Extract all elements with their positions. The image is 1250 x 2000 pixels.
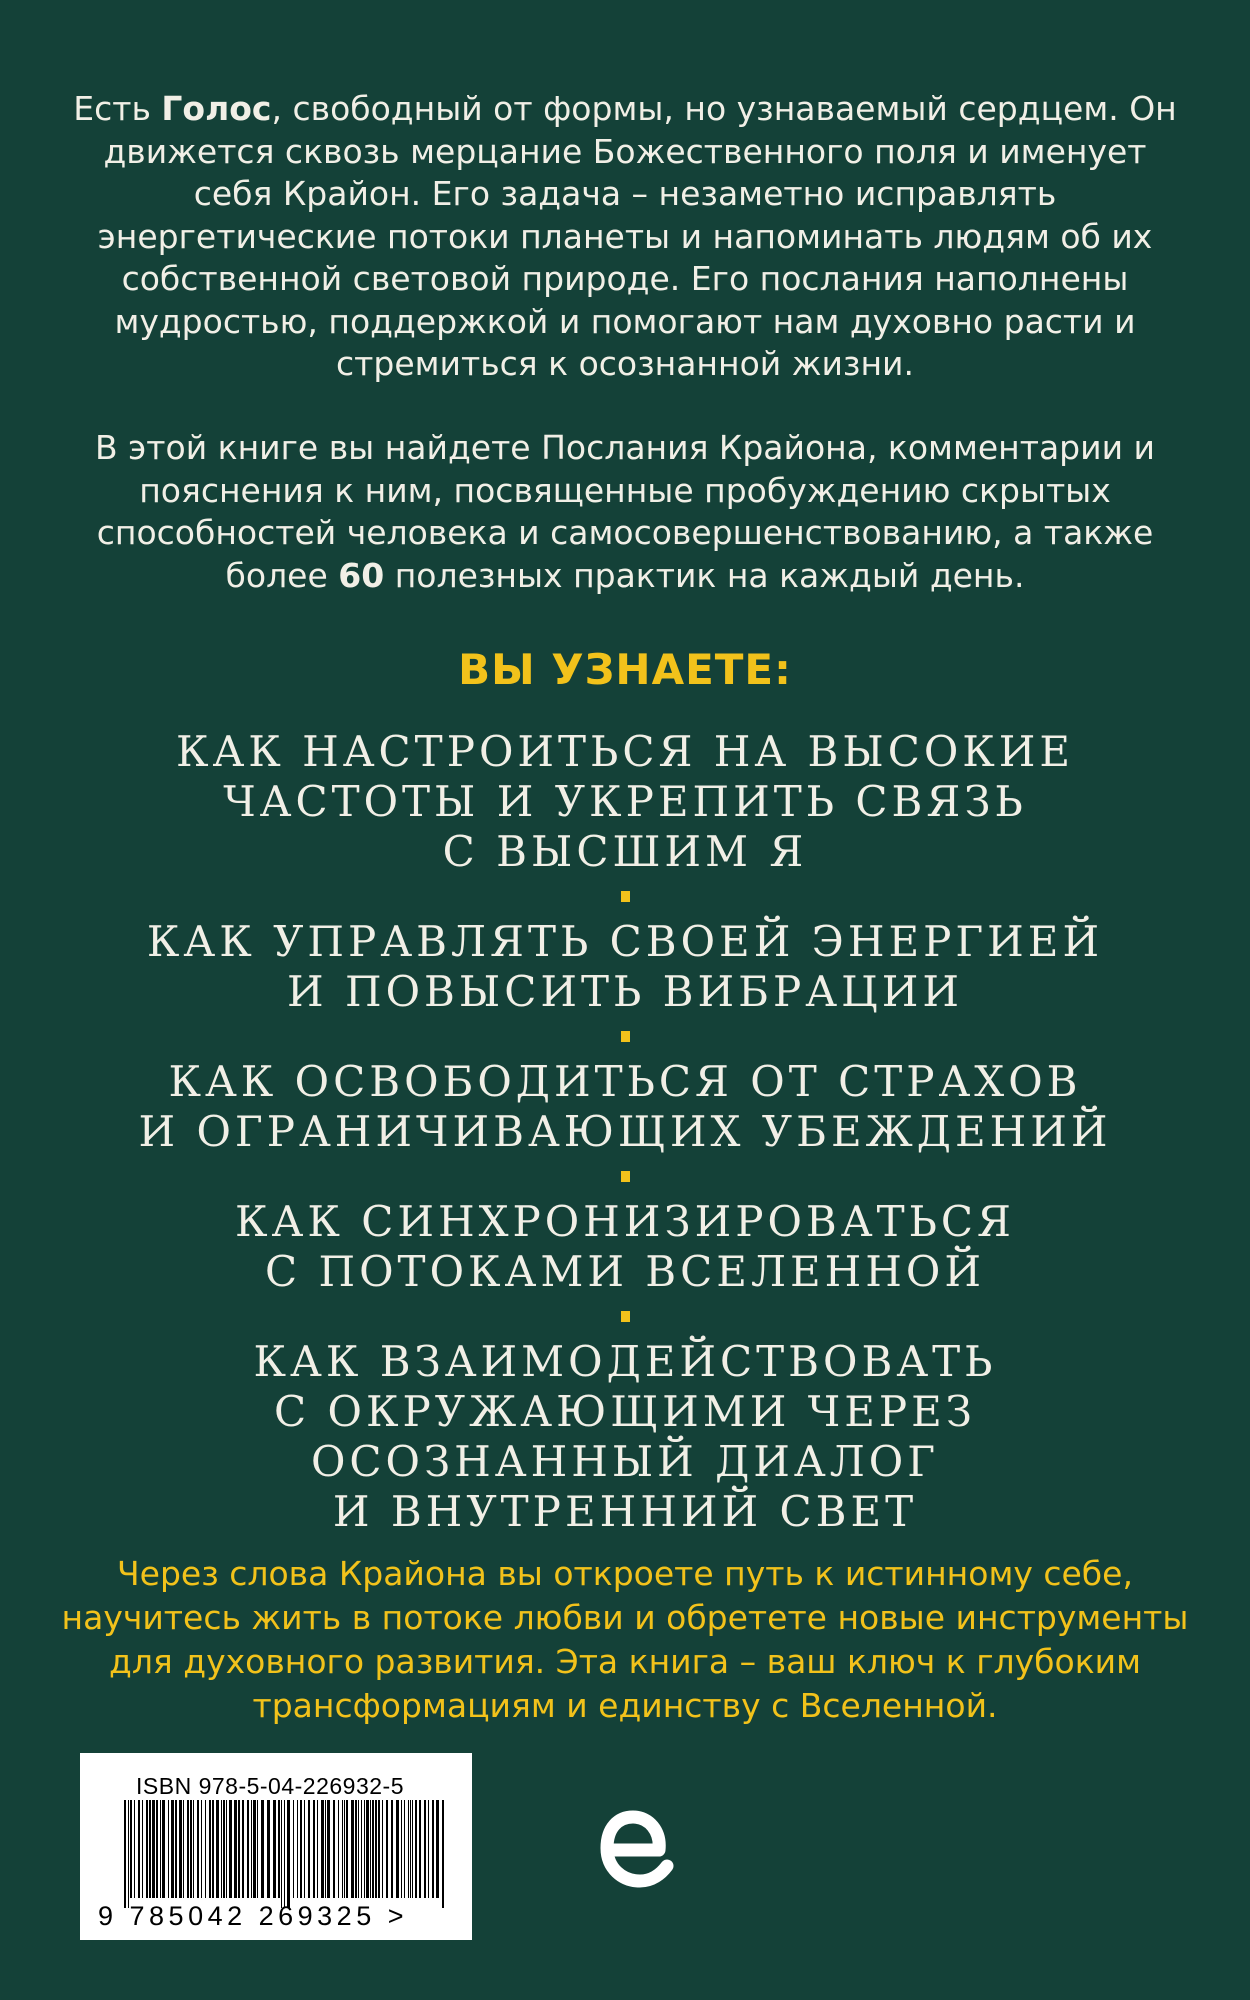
barcode-bar	[370, 1800, 371, 1898]
barcode-bar	[175, 1800, 177, 1898]
intro-paragraph	[60, 88, 1190, 386]
barcode-bar	[342, 1800, 343, 1898]
barcode-bar	[209, 1800, 211, 1898]
learn-heading: ВЫ УЗНАЕТЕ:	[458, 645, 792, 694]
barcode-bar	[257, 1800, 258, 1898]
benefit-line: И ОГРАНИЧИВАЮЩИХ УБЕЖДЕНИЙ	[138, 1107, 1112, 1156]
barcode-digits: 9 785042 269325 >	[98, 1901, 408, 1931]
barcode-bar	[428, 1800, 429, 1898]
barcode-bar	[432, 1800, 434, 1898]
barcode-bar	[401, 1800, 402, 1898]
benefits-list	[0, 727, 1250, 1537]
separator-dot	[621, 1171, 630, 1182]
barcode-bar	[297, 1800, 298, 1898]
barcode-bar	[419, 1800, 421, 1898]
barcode-bar	[251, 1800, 252, 1898]
barcode-bar	[327, 1800, 330, 1898]
barcode-bar	[187, 1800, 189, 1898]
benefit-line: С ВЫСШИМ Я	[442, 827, 808, 876]
barcode-bar	[156, 1800, 158, 1898]
barcode-bar	[284, 1800, 285, 1908]
barcode-bar	[190, 1800, 192, 1898]
benefit-item	[0, 1057, 1250, 1157]
benefit-line: С ПОТОКАМИ ВСЕЛЕННОЙ	[265, 1247, 985, 1296]
barcode-bar	[128, 1800, 129, 1908]
barcode-bar	[149, 1800, 151, 1898]
barcode-bar	[152, 1800, 155, 1898]
barcode-bar	[226, 1800, 227, 1898]
barcode-bar	[436, 1800, 439, 1898]
barcode-bar	[325, 1800, 326, 1898]
benefit-item	[0, 917, 1250, 1017]
barcode-bar	[355, 1800, 357, 1898]
barcode-bar	[366, 1800, 369, 1898]
barcode-bar	[287, 1800, 290, 1908]
barcode-bar	[179, 1800, 182, 1898]
separator-dot	[621, 1031, 630, 1042]
barcode-bar	[410, 1800, 411, 1898]
barcode-bar	[216, 1800, 219, 1898]
barcode-bar	[308, 1800, 310, 1898]
barcode-bar	[382, 1800, 383, 1898]
barcode-bar	[404, 1800, 405, 1898]
barcode-bar	[412, 1800, 413, 1898]
barcode-bars	[120, 1800, 450, 1908]
barcode-bar	[408, 1800, 409, 1898]
barcode-bar	[223, 1800, 225, 1898]
barcode-bar	[333, 1800, 335, 1898]
barcode-bar	[386, 1800, 388, 1898]
book-contents-paragraph	[60, 427, 1190, 597]
barcode-bar	[278, 1800, 280, 1898]
contents-text: полезных практик на каждый день.	[384, 555, 1025, 595]
benefit-line: КАК ВЗАИМОДЕЙСТВОВАТЬ	[253, 1337, 997, 1386]
barcode-bar	[247, 1800, 249, 1898]
barcode-bar	[124, 1800, 126, 1908]
benefit-line: КАК СИНХРОНИЗИРОВАТЬСЯ	[235, 1197, 1015, 1246]
barcode-bar	[378, 1800, 380, 1898]
benefit-line: И ВНУТРЕННИЙ СВЕТ	[332, 1487, 918, 1536]
barcode-bar	[442, 1800, 444, 1908]
practices-count: 60	[338, 555, 385, 595]
benefit-line: С ОКРУЖАЮЩИМИ ЧЕРЕЗ	[274, 1387, 976, 1436]
barcode-bar	[281, 1800, 282, 1908]
benefit-line: КАК НАСТРОИТЬСЯ НА ВЫСОКИЕ	[175, 727, 1075, 776]
intro-bold-word: Голос	[161, 89, 272, 128]
intro-text: Есть	[73, 89, 162, 128]
separator-dot	[621, 1311, 630, 1322]
isbn-text: ISBN 978-5-04-226932-5	[136, 1773, 404, 1799]
benefit-item	[0, 727, 1250, 877]
barcode-bar	[162, 1800, 165, 1898]
barcode-bar	[361, 1800, 362, 1898]
barcode-bar	[321, 1800, 324, 1898]
barcode-bar	[346, 1800, 348, 1898]
barcode-bar	[351, 1800, 354, 1898]
barcode-bar	[338, 1800, 339, 1898]
barcode-bar	[424, 1800, 426, 1898]
barcode-bar	[364, 1800, 365, 1898]
barcode-bar	[358, 1800, 359, 1898]
barcode-bar	[317, 1800, 318, 1898]
barcode-bar	[142, 1800, 143, 1898]
barcode-bar	[415, 1800, 417, 1898]
barcode-bar	[138, 1800, 140, 1898]
barcode-bar	[344, 1800, 345, 1898]
barcode-bar	[221, 1800, 222, 1898]
barcode-bar	[212, 1800, 214, 1898]
barcode-bar	[253, 1800, 256, 1898]
barcode-label	[80, 1753, 472, 1940]
contents-text: В этой книге вы найдете Послания Крайона, комментарии и пояснения к ним, посвященные пробуждению скрытых способностей человека и самосовершенствованию, а также более	[95, 428, 1155, 595]
barcode-bar	[300, 1800, 302, 1898]
benefit-item	[0, 1337, 1250, 1537]
barcode-bar	[146, 1800, 148, 1898]
separator-dot	[621, 891, 630, 902]
barcode-bar	[234, 1800, 237, 1898]
benefit-line: КАК ОСВОБОДИТЬСЯ ОТ СТРАХОВ	[168, 1057, 1082, 1106]
publisher-logo-icon	[597, 1803, 677, 1889]
benefit-line: И ПОВЫСИТЬ ВИБРАЦИИ	[287, 967, 963, 1016]
barcode-bar	[229, 1800, 232, 1898]
barcode-bar	[375, 1800, 377, 1898]
barcode-bar	[273, 1800, 276, 1898]
benefit-line: КАК УПРАВЛЯТЬ СВОЕЙ ЭНЕРГИЕЙ	[146, 917, 1104, 966]
barcode-bar	[372, 1800, 374, 1898]
barcode-bar	[183, 1800, 184, 1898]
benefit-item	[0, 1197, 1250, 1297]
barcode-bar	[304, 1800, 305, 1898]
barcode-bar	[293, 1800, 294, 1898]
barcode-bar	[160, 1800, 161, 1898]
benefit-line: ОСОЗНАННЫЙ ДИАЛОГ	[310, 1437, 940, 1486]
barcode-bar	[238, 1800, 240, 1898]
barcode-bar	[205, 1800, 206, 1898]
barcode-bar	[261, 1800, 264, 1898]
outro-paragraph: Через слова Крайона вы откроете путь к истинному себе, научитесь жить в потоке любви и обретете новые инструменты для духовного развития. Эта книга – ваш ключ к глубоким трансформациям и единству с Вселенной.	[61, 1554, 1189, 1725]
barcode-bar	[267, 1800, 270, 1898]
barcode-bar	[242, 1800, 244, 1898]
intro-text: , свободный от формы, но узнаваемый сердцем. Он движется сквозь мерцание Божественного поля и именует себя Крайон. Его задача – незаметно исправлять энергетические потоки планеты и напоминать людям об их собственной световой природе. Его послания наполнены мудростью, поддержкой и помогают нам духовно расти и стремиться к осознанной жизни.	[97, 89, 1177, 383]
barcode-bar	[197, 1800, 199, 1898]
barcode-bar	[391, 1800, 393, 1898]
barcode-bar	[168, 1800, 169, 1898]
barcode-bar	[130, 1800, 132, 1898]
barcode-bar	[396, 1800, 399, 1898]
barcode-bar	[313, 1800, 315, 1898]
benefit-line: ЧАСТОТЫ И УКРЕПИТЬ СВЯЗЬ	[223, 777, 1027, 826]
barcode-bar	[201, 1800, 202, 1898]
barcode-bar	[193, 1800, 194, 1898]
barcode-bar	[171, 1800, 174, 1898]
barcode-bar	[134, 1800, 135, 1898]
